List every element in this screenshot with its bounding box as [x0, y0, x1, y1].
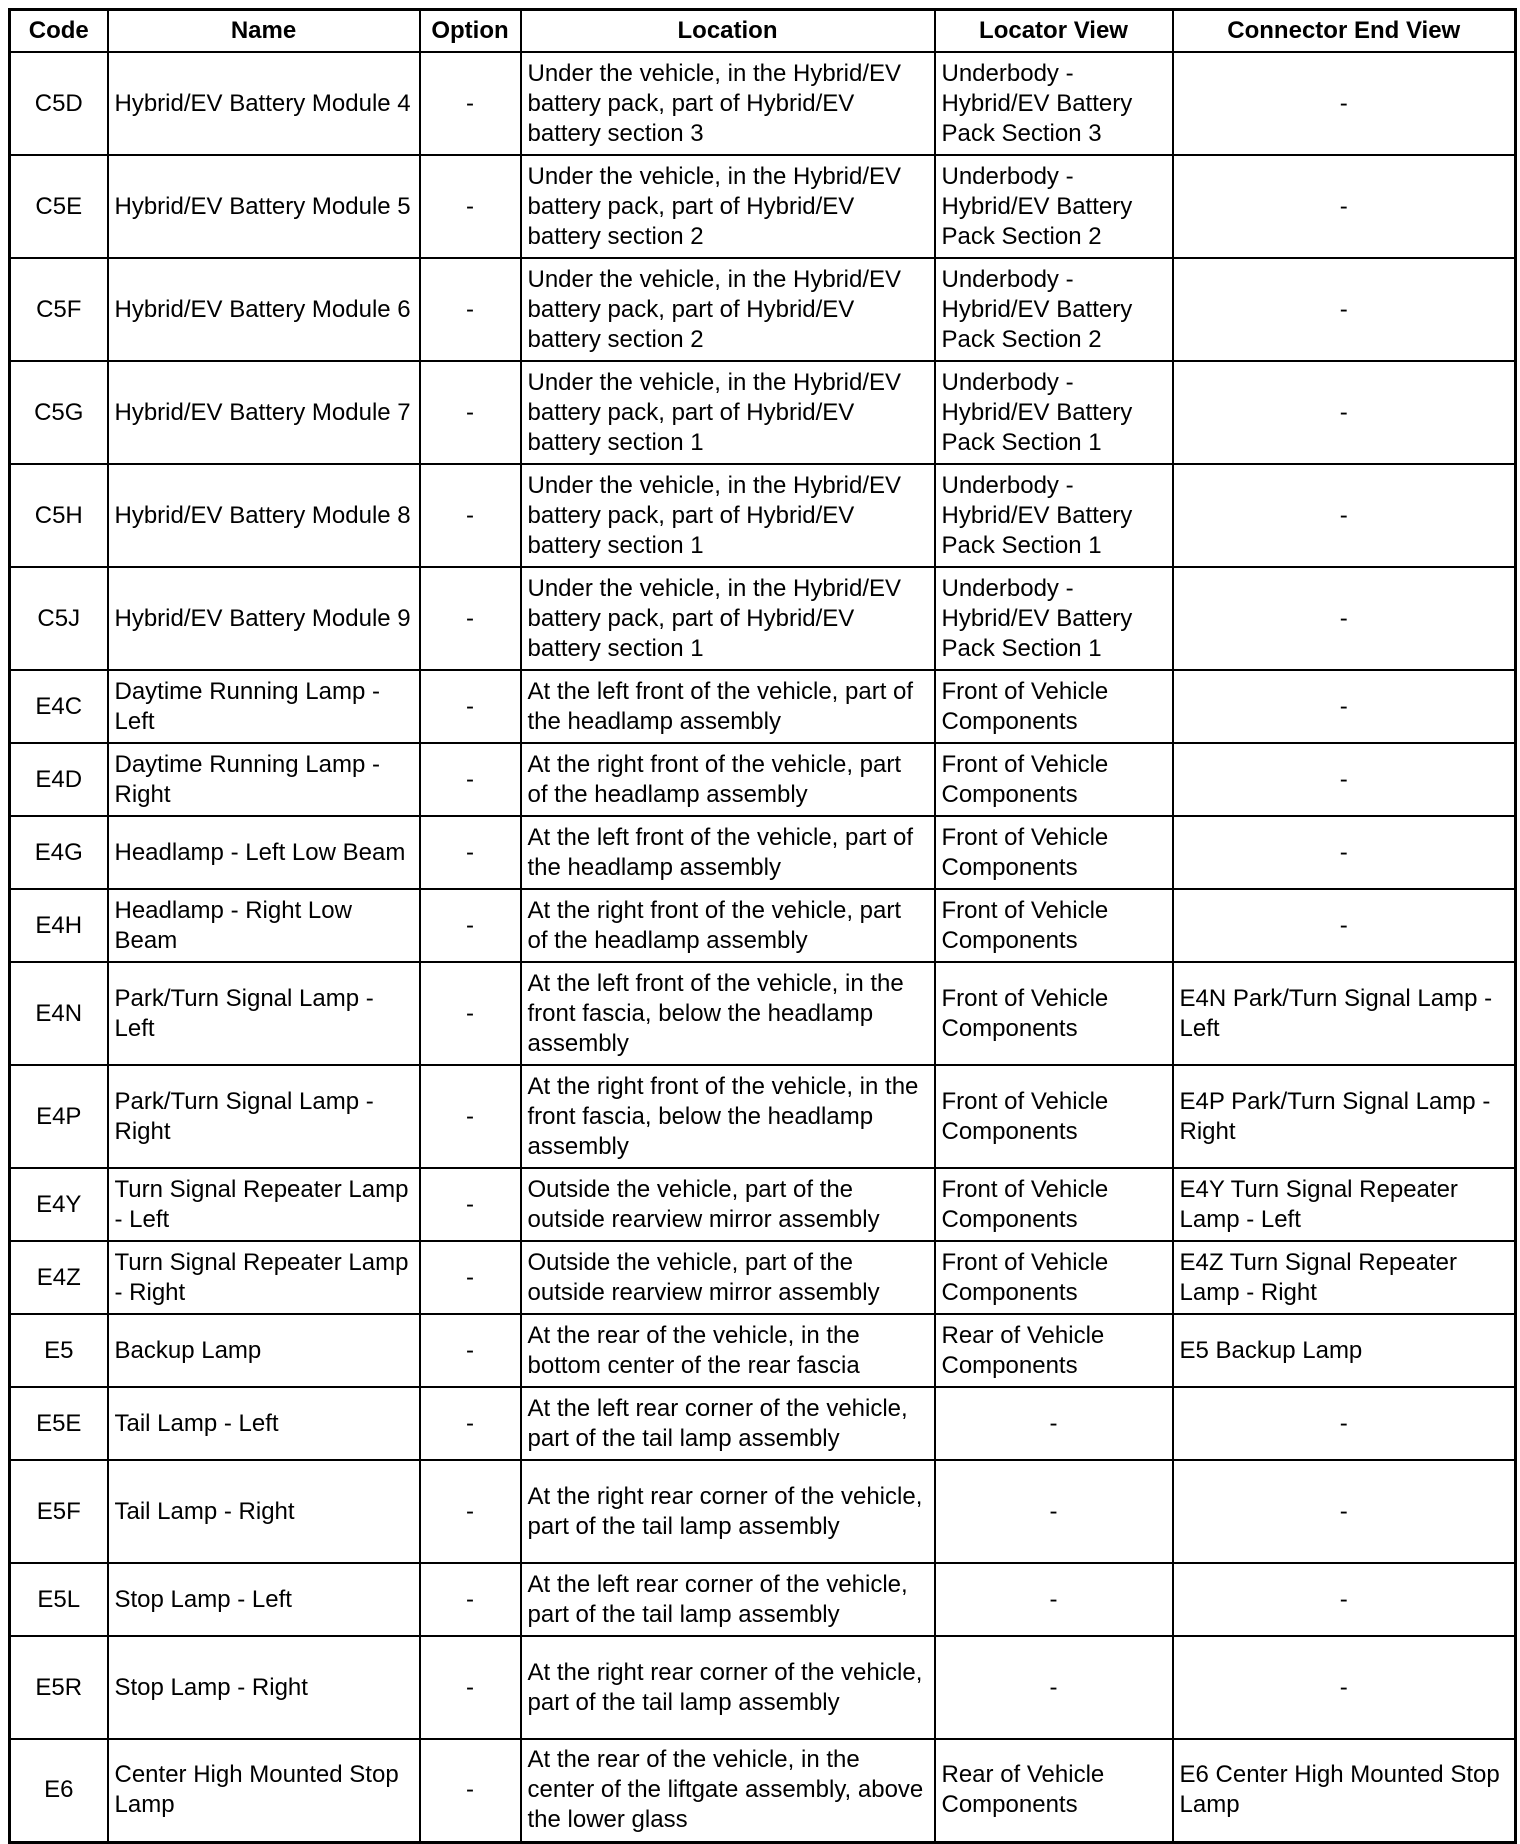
table-row	[10, 743, 1516, 816]
cell-name: Headlamp - Left Low Beam	[108, 816, 420, 889]
table-row	[10, 155, 1516, 258]
cell-connector-end-view: -	[1173, 816, 1516, 889]
table-row	[10, 464, 1516, 567]
cell-location: At the right rear corner of the vehicle, part of the tail lamp assembly	[521, 1636, 935, 1739]
header-row	[10, 10, 1516, 53]
cell-name: Daytime Running Lamp - Left	[108, 670, 420, 743]
cell-option: -	[420, 1241, 521, 1314]
cell-location: At the left front of the vehicle, part of the headlamp assembly	[521, 670, 935, 743]
cell-location: At the rear of the vehicle, in the bottom center of the rear fascia	[521, 1314, 935, 1387]
cell-option: -	[420, 567, 521, 670]
cell-locator-view: -	[935, 1460, 1173, 1563]
cell-connector-end-view: -	[1173, 258, 1516, 361]
cell-code: E4C	[10, 670, 108, 743]
cell-location: Outside the vehicle, part of the outside rearview mirror assembly	[521, 1241, 935, 1314]
cell-code: C5F	[10, 258, 108, 361]
header-location: Location	[521, 10, 935, 53]
cell-location: Outside the vehicle, part of the outside rearview mirror assembly	[521, 1168, 935, 1241]
cell-locator-view: Front of Vehicle Components	[935, 889, 1173, 962]
table-row	[10, 1314, 1516, 1387]
cell-option: -	[420, 1563, 521, 1636]
cell-code: C5E	[10, 155, 108, 258]
cell-code: E5R	[10, 1636, 108, 1739]
cell-location: At the left front of the vehicle, in the front fascia, below the headlamp assembly	[521, 962, 935, 1065]
cell-name: Stop Lamp - Left	[108, 1563, 420, 1636]
cell-code: E5E	[10, 1387, 108, 1460]
cell-locator-view: Underbody - Hybrid/EV Battery Pack Section 1	[935, 464, 1173, 567]
cell-name: Hybrid/EV Battery Module 8	[108, 464, 420, 567]
cell-connector-end-view: -	[1173, 743, 1516, 816]
cell-code: E4P	[10, 1065, 108, 1168]
cell-option: -	[420, 670, 521, 743]
cell-name: Hybrid/EV Battery Module 4	[108, 52, 420, 155]
cell-option: -	[420, 52, 521, 155]
cell-code: C5G	[10, 361, 108, 464]
cell-name: Backup Lamp	[108, 1314, 420, 1387]
cell-location: At the left rear corner of the vehicle, part of the tail lamp assembly	[521, 1563, 935, 1636]
cell-locator-view: -	[935, 1563, 1173, 1636]
cell-name: Center High Mounted Stop Lamp	[108, 1739, 420, 1842]
cell-name: Stop Lamp - Right	[108, 1636, 420, 1739]
cell-code: E5	[10, 1314, 108, 1387]
connector-list-document	[8, 8, 1517, 1844]
cell-connector-end-view: -	[1173, 361, 1516, 464]
cell-option: -	[420, 962, 521, 1065]
table-row	[10, 1636, 1516, 1739]
cell-connector-end-view: -	[1173, 1636, 1516, 1739]
cell-location: Under the vehicle, in the Hybrid/EV battery pack, part of Hybrid/EV battery section 1	[521, 567, 935, 670]
cell-locator-view: Front of Vehicle Components	[935, 1065, 1173, 1168]
cell-name: Tail Lamp - Right	[108, 1460, 420, 1563]
cell-connector-end-view: -	[1173, 567, 1516, 670]
cell-code: C5D	[10, 52, 108, 155]
cell-name: Tail Lamp - Left	[108, 1387, 420, 1460]
cell-option: -	[420, 816, 521, 889]
cell-connector-end-view: E5 Backup Lamp	[1173, 1314, 1516, 1387]
cell-code: C5J	[10, 567, 108, 670]
header-name: Name	[108, 10, 420, 53]
table-row	[10, 816, 1516, 889]
cell-location: At the right front of the vehicle, part of the headlamp assembly	[521, 743, 935, 816]
cell-option: -	[420, 743, 521, 816]
cell-code: E5F	[10, 1460, 108, 1563]
cell-code: E5L	[10, 1563, 108, 1636]
cell-option: -	[420, 155, 521, 258]
cell-locator-view: Underbody - Hybrid/EV Battery Pack Section 3	[935, 52, 1173, 155]
cell-code: E4D	[10, 743, 108, 816]
table-row	[10, 1563, 1516, 1636]
cell-name: Hybrid/EV Battery Module 9	[108, 567, 420, 670]
cell-code: E6	[10, 1739, 108, 1842]
cell-name: Daytime Running Lamp - Right	[108, 743, 420, 816]
cell-location: Under the vehicle, in the Hybrid/EV battery pack, part of Hybrid/EV battery section 1	[521, 464, 935, 567]
cell-connector-end-view: E4Y Turn Signal Repeater Lamp - Left	[1173, 1168, 1516, 1241]
cell-location: Under the vehicle, in the Hybrid/EV battery pack, part of Hybrid/EV battery section 2	[521, 155, 935, 258]
cell-connector-end-view: -	[1173, 1460, 1516, 1563]
cell-location: At the right rear corner of the vehicle, part of the tail lamp assembly	[521, 1460, 935, 1563]
connector-table	[8, 8, 1517, 1844]
cell-locator-view: Front of Vehicle Components	[935, 670, 1173, 743]
cell-code: E4H	[10, 889, 108, 962]
cell-connector-end-view: E6 Center High Mounted Stop Lamp	[1173, 1739, 1516, 1842]
cell-option: -	[420, 258, 521, 361]
cell-connector-end-view: -	[1173, 1563, 1516, 1636]
table-row	[10, 361, 1516, 464]
cell-location: At the left rear corner of the vehicle, part of the tail lamp assembly	[521, 1387, 935, 1460]
cell-connector-end-view: -	[1173, 670, 1516, 743]
table-row	[10, 258, 1516, 361]
cell-locator-view: Rear of Vehicle Components	[935, 1314, 1173, 1387]
cell-locator-view: Front of Vehicle Components	[935, 743, 1173, 816]
cell-option: -	[420, 889, 521, 962]
cell-code: C5H	[10, 464, 108, 567]
cell-locator-view: Underbody - Hybrid/EV Battery Pack Section 1	[935, 361, 1173, 464]
table-row	[10, 567, 1516, 670]
header-connector-end-view: Connector End View	[1173, 10, 1516, 53]
cell-location: At the right front of the vehicle, in the front fascia, below the headlamp assembly	[521, 1065, 935, 1168]
cell-location: Under the vehicle, in the Hybrid/EV battery pack, part of Hybrid/EV battery section 3	[521, 52, 935, 155]
cell-name: Hybrid/EV Battery Module 7	[108, 361, 420, 464]
table-row	[10, 1387, 1516, 1460]
cell-locator-view: Front of Vehicle Components	[935, 816, 1173, 889]
cell-connector-end-view: E4N Park/Turn Signal Lamp - Left	[1173, 962, 1516, 1065]
header-locator-view: Locator View	[935, 10, 1173, 53]
cell-option: -	[420, 1387, 521, 1460]
cell-option: -	[420, 361, 521, 464]
table-row	[10, 1739, 1516, 1842]
table-row	[10, 1460, 1516, 1563]
cell-option: -	[420, 1739, 521, 1842]
cell-name: Hybrid/EV Battery Module 5	[108, 155, 420, 258]
cell-locator-view: Underbody - Hybrid/EV Battery Pack Section 2	[935, 258, 1173, 361]
table-row	[10, 889, 1516, 962]
table-body	[10, 52, 1516, 1842]
cell-location: At the left front of the vehicle, part of the headlamp assembly	[521, 816, 935, 889]
table-row	[10, 670, 1516, 743]
table-row	[10, 962, 1516, 1065]
cell-option: -	[420, 464, 521, 567]
cell-code: E4Z	[10, 1241, 108, 1314]
cell-code: E4G	[10, 816, 108, 889]
cell-locator-view: Front of Vehicle Components	[935, 1168, 1173, 1241]
cell-option: -	[420, 1065, 521, 1168]
cell-name: Park/Turn Signal Lamp - Left	[108, 962, 420, 1065]
cell-locator-view: Front of Vehicle Components	[935, 1241, 1173, 1314]
cell-connector-end-view: -	[1173, 889, 1516, 962]
cell-locator-view: Rear of Vehicle Components	[935, 1739, 1173, 1842]
cell-code: E4Y	[10, 1168, 108, 1241]
table-row	[10, 1168, 1516, 1241]
cell-connector-end-view: E4Z Turn Signal Repeater Lamp - Right	[1173, 1241, 1516, 1314]
cell-locator-view: -	[935, 1387, 1173, 1460]
cell-name: Park/Turn Signal Lamp - Right	[108, 1065, 420, 1168]
table-row	[10, 1241, 1516, 1314]
header-code: Code	[10, 10, 108, 53]
cell-location: Under the vehicle, in the Hybrid/EV battery pack, part of Hybrid/EV battery section 2	[521, 258, 935, 361]
table-row	[10, 52, 1516, 155]
cell-option: -	[420, 1168, 521, 1241]
cell-connector-end-view: -	[1173, 155, 1516, 258]
table-row	[10, 1065, 1516, 1168]
cell-location: Under the vehicle, in the Hybrid/EV battery pack, part of Hybrid/EV battery section 1	[521, 361, 935, 464]
cell-code: E4N	[10, 962, 108, 1065]
cell-option: -	[420, 1314, 521, 1387]
cell-connector-end-view: -	[1173, 464, 1516, 567]
cell-name: Turn Signal Repeater Lamp - Right	[108, 1241, 420, 1314]
cell-location: At the rear of the vehicle, in the center of the liftgate assembly, above the lower glass	[521, 1739, 935, 1842]
header-option: Option	[420, 10, 521, 53]
cell-location: At the right front of the vehicle, part of the headlamp assembly	[521, 889, 935, 962]
cell-connector-end-view: E4P Park/Turn Signal Lamp - Right	[1173, 1065, 1516, 1168]
cell-locator-view: -	[935, 1636, 1173, 1739]
cell-option: -	[420, 1636, 521, 1739]
cell-locator-view: Underbody - Hybrid/EV Battery Pack Section 1	[935, 567, 1173, 670]
cell-locator-view: Front of Vehicle Components	[935, 962, 1173, 1065]
cell-name: Headlamp - Right Low Beam	[108, 889, 420, 962]
cell-name: Hybrid/EV Battery Module 6	[108, 258, 420, 361]
cell-locator-view: Underbody - Hybrid/EV Battery Pack Section 2	[935, 155, 1173, 258]
cell-name: Turn Signal Repeater Lamp - Left	[108, 1168, 420, 1241]
cell-connector-end-view: -	[1173, 1387, 1516, 1460]
cell-connector-end-view: -	[1173, 52, 1516, 155]
cell-option: -	[420, 1460, 521, 1563]
